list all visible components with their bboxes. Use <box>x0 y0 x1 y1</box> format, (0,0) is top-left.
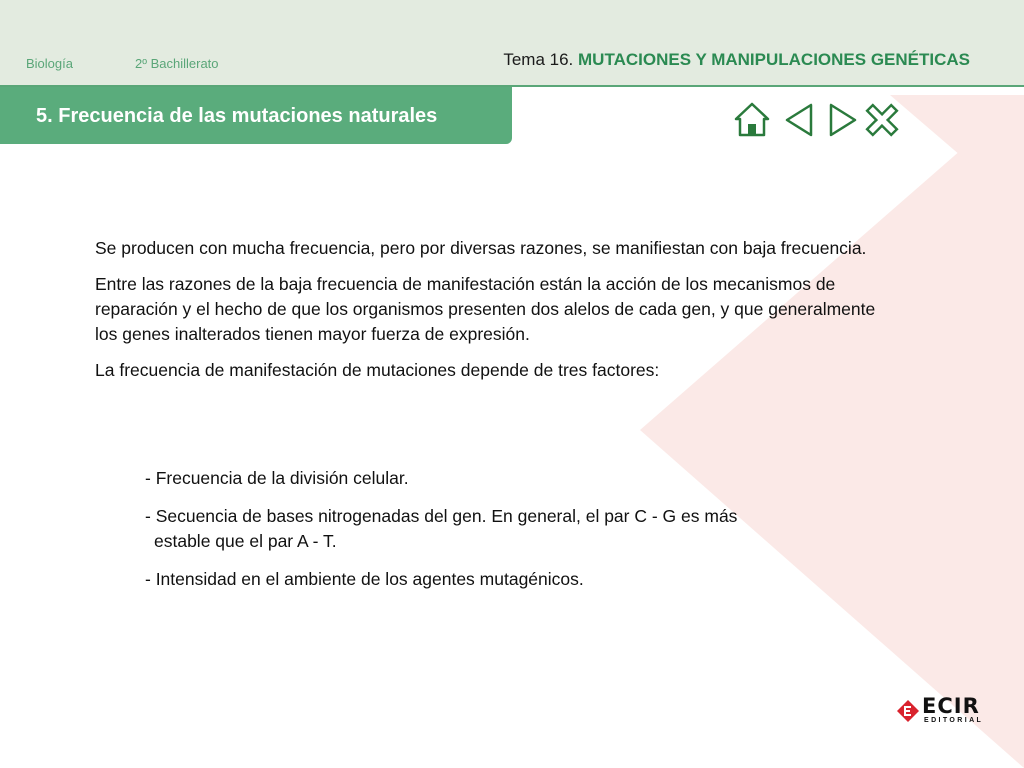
factor-3-text: - Intensidad en el ambiente de los agentes mutagénicos. <box>145 569 584 589</box>
main-content <box>95 236 895 394</box>
topic-heading <box>503 50 970 70</box>
paragraph-3: La frecuencia de manifestación de mutaciones depende de tres factores: <box>95 360 660 380</box>
header-band <box>0 0 1024 86</box>
logo-subtitle: EDITORIAL <box>924 717 984 724</box>
navigation-bar <box>733 101 901 139</box>
factor-1-text: - Frecuencia de la división celular. <box>145 468 409 488</box>
list-item <box>145 466 885 491</box>
previous-button[interactable] <box>781 101 819 139</box>
course-label: 2º Bachillerato <box>135 56 219 71</box>
factor-2-text: - Secuencia de bases nitrogenadas del gen. En general, el par C - G es más <box>145 506 738 526</box>
factors-list <box>145 466 885 605</box>
ecir-logo <box>896 694 986 729</box>
factor-2-continuation: estable que el par A - T. <box>154 531 337 551</box>
section-title: 5. Frecuencia de las mutaciones naturales <box>36 105 438 127</box>
paragraph-2: Entre las razones de la baja frecuencia de manifestación están la acción de los mecanismos de reparación y el hecho de que los organismos presenten dos alelos de cada gen, y que generalmente los genes inalterados tienen mayor fuerza de expresión. <box>95 274 876 344</box>
close-button[interactable] <box>863 101 901 139</box>
triangle-left-icon <box>781 101 819 139</box>
home-button[interactable] <box>733 101 771 139</box>
next-button[interactable] <box>823 101 861 139</box>
triangle-right-icon <box>823 101 861 139</box>
ecir-emblem-icon <box>896 699 920 723</box>
paragraph-1: Se producen con mucha frecuencia, pero por diversas razones, se manifiestan con baja frecuencia. <box>95 238 867 258</box>
topic-number: Tema 16. <box>503 50 574 69</box>
close-x-icon <box>863 101 901 139</box>
topic-title: MUTACIONES Y MANIPULACIONES GENÉTICAS <box>578 50 970 69</box>
list-item <box>145 504 885 554</box>
logo-name: ECIR <box>922 694 980 718</box>
home-icon <box>733 101 771 139</box>
subject-label: Biología <box>26 56 73 71</box>
list-item <box>145 567 885 592</box>
